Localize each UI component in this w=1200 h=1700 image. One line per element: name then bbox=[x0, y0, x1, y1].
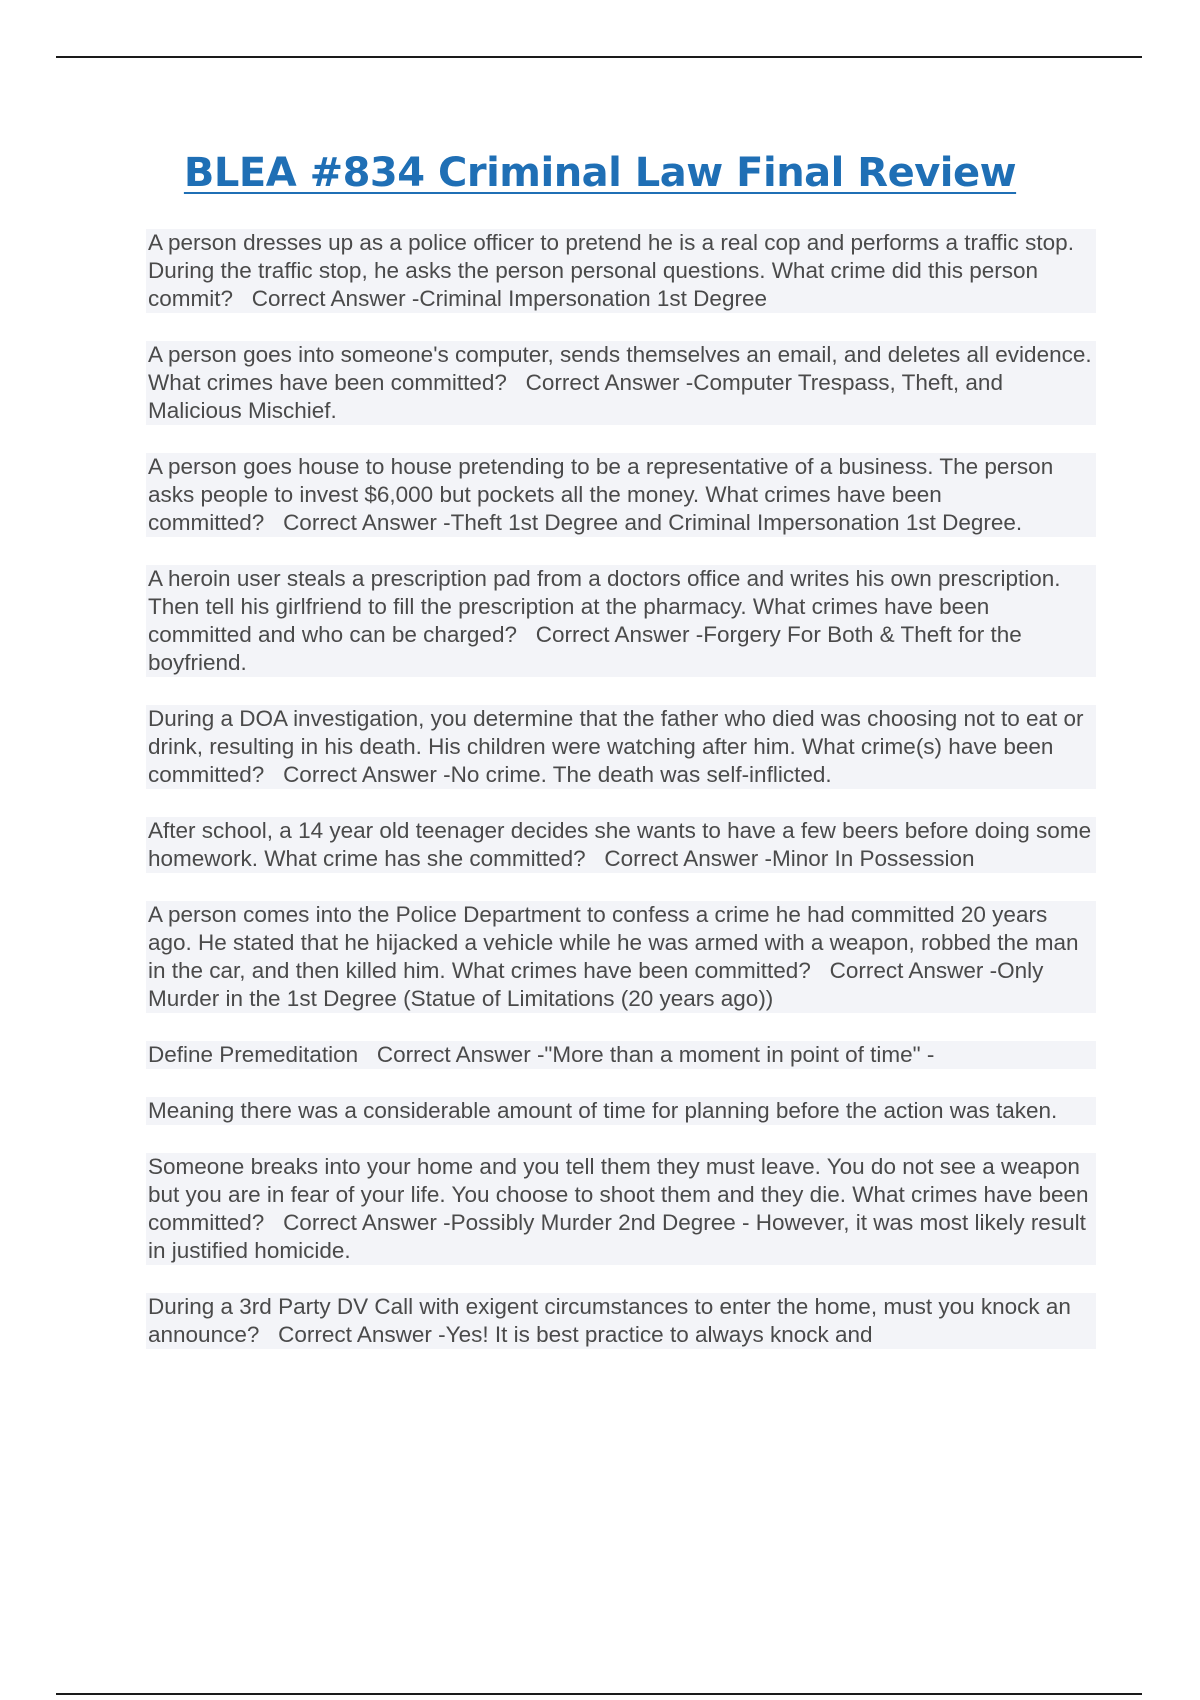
answer-text: Correct Answer -Theft 1st Degree and Criminal Impersonation 1st Degree. bbox=[283, 510, 1023, 535]
answer-text: Correct Answer -Possibly Murder 2nd Degree - However, it was most likely result in justified homicide. bbox=[148, 1210, 1086, 1263]
continuation-text: Meaning there was a considerable amount of time for planning before the action was taken. bbox=[148, 1098, 1058, 1123]
answer-text: Correct Answer -Only Murder in the 1st Degree (Statue of Limitations (20 years ago)) bbox=[148, 958, 1044, 1011]
qa-item bbox=[146, 901, 1096, 1013]
qa-item-continuation bbox=[146, 1097, 1096, 1125]
answer-text: Correct Answer -Minor In Possession bbox=[604, 846, 975, 871]
answer-text: Correct Answer -"More than a moment in point of time" - bbox=[376, 1042, 935, 1067]
qa-item bbox=[146, 705, 1096, 789]
question-text: A person comes into the Police Department to confess a crime he had committed 20 years ago. He stated that he hijacked a vehicle while he was armed with a weapon, robbed the man in the car, and then killed him. What crimes have been committed? bbox=[148, 902, 1079, 983]
question-text: After school, a 14 year old teenager decides she wants to have a few beers before doing some homework. What crime has she committed? bbox=[148, 818, 1092, 871]
question-text: Someone breaks into your home and you tell them they must leave. You do not see a weapon but you are in fear of your life. You choose to shoot them and they die. What crimes have been committed? bbox=[148, 1154, 1089, 1235]
qa-item bbox=[146, 817, 1096, 873]
answer-text: Correct Answer -Criminal Impersonation 1st Degree bbox=[251, 286, 767, 311]
qa-list bbox=[146, 229, 1096, 1377]
document-title: BLEA #834 Criminal Law Final Review bbox=[183, 150, 1017, 196]
title-container bbox=[0, 150, 1200, 196]
qa-item bbox=[146, 341, 1096, 425]
qa-item bbox=[146, 565, 1096, 677]
answer-text: Correct Answer -Computer Trespass, Theft, and Malicious Mischief. bbox=[148, 370, 1003, 423]
qa-item bbox=[146, 1041, 1096, 1069]
qa-item bbox=[146, 1293, 1096, 1349]
question-text: A heroin user steals a prescription pad from a doctors office and writes his own prescription. Then tell his girlfriend to fill the prescription at the pharmacy. What crimes have been committed and who can be charged? bbox=[148, 566, 1061, 647]
question-text: A person goes house to house pretending to be a representative of a business. The person asks people to invest $6,000 but pockets all the money. What crimes have been committed? bbox=[148, 454, 1054, 535]
qa-item bbox=[146, 229, 1096, 313]
qa-item bbox=[146, 1153, 1096, 1265]
answer-text: Correct Answer -No crime. The death was self-inflicted. bbox=[283, 762, 832, 787]
question-text: A person dresses up as a police officer to pretend he is a real cop and performs a traffic stop. During the traffic stop, he asks the person personal questions. What crime did this person commit? bbox=[148, 230, 1074, 311]
answer-text: Correct Answer -Yes! It is best practice to always knock and bbox=[278, 1322, 873, 1347]
question-text: A person goes into someone's computer, sends themselves an email, and deletes all evidence. What crimes have been committed? bbox=[148, 342, 1092, 395]
answer-text: Correct Answer -Forgery For Both & Theft for the boyfriend. bbox=[148, 622, 1022, 675]
question-text: Define Premeditation bbox=[148, 1042, 359, 1067]
qa-item bbox=[146, 453, 1096, 537]
question-text: During a 3rd Party DV Call with exigent circumstances to enter the home, must you knock an announce? bbox=[148, 1294, 1071, 1347]
question-text: During a DOA investigation, you determine that the father who died was choosing not to eat or drink, resulting in his death. His children were watching after him. What crime(s) have been committed? bbox=[148, 706, 1084, 787]
top-rule bbox=[56, 56, 1142, 58]
bottom-rule bbox=[56, 1693, 1142, 1695]
